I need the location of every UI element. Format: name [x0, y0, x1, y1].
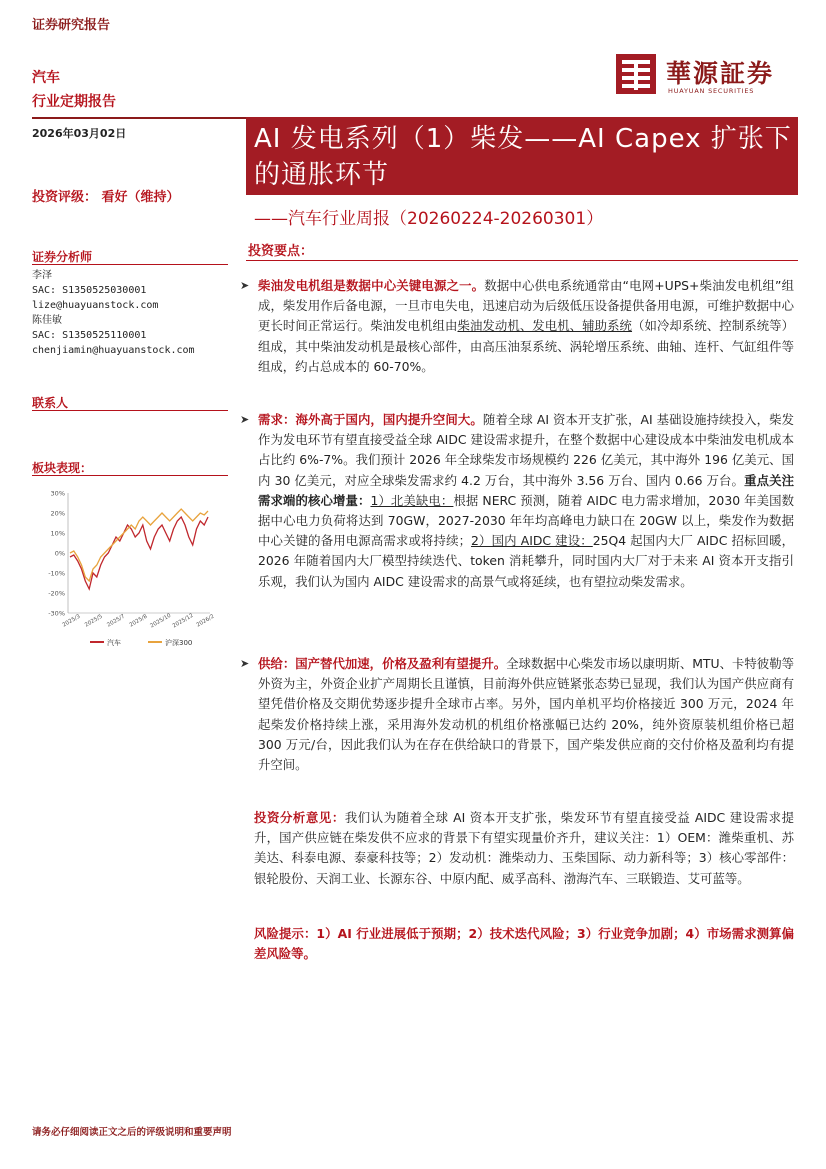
logo-subtitle: HUAYUAN SECURITIES [668, 87, 755, 95]
logo-name: 華源証券 [666, 59, 775, 88]
investment-rating: 投资评级： 看好（维持） [32, 190, 180, 205]
bullet-supply [240, 654, 795, 775]
key-points-heading: 投资要点： [248, 244, 314, 259]
risk-warning: 风险提示：1）AI 行业进展低于预期；2）技术迭代风险；3）行业竞争加剧；4）市场需求测算偏差风险等。 [254, 926, 794, 962]
y-tick-label: 20% [50, 509, 65, 518]
y-tick-label: 0% [54, 549, 65, 558]
y-tick-label: -30% [48, 609, 65, 618]
bullet-arrow-icon: ➤ [240, 279, 250, 292]
analysts-heading: 证券分析师 [32, 250, 93, 264]
investment-opinion [254, 808, 794, 889]
legend-label: 汽车 [107, 639, 121, 647]
board-heading: 板块表现： [32, 461, 93, 475]
analyst-line: 陈佳敏 [32, 315, 62, 326]
bullet-supply-power [240, 276, 795, 377]
bullet-underline: 1）北美缺电： [370, 492, 454, 508]
x-tick-label: 2025/5 [83, 613, 104, 629]
analyst-line: 李泽 [32, 270, 52, 281]
report-type: 证券研究报告 [32, 18, 111, 33]
report-date: 2026年03月02日 [32, 127, 127, 140]
x-tick-label: 2025/7 [106, 613, 127, 629]
bullet-lead: 供给：国产替代加速，价格及盈利有望提升。 [258, 656, 507, 671]
analysts-rule [32, 264, 228, 265]
bullet-demand [240, 410, 795, 592]
x-tick-label: 2025/12 [171, 612, 195, 630]
y-tick-label: 30% [50, 489, 65, 498]
analyst-list [32, 268, 195, 358]
y-tick-label: -20% [48, 589, 65, 598]
y-tick-label: 10% [50, 529, 65, 538]
report-category: 行业定期报告 [32, 94, 116, 110]
y-tick-label: -10% [48, 569, 65, 578]
industry-name: 汽车 [32, 70, 60, 86]
analyst-line: chenjiamin@huayuanstock.com [32, 345, 195, 356]
page-title: AI 发电系列（1）柴发——AI Capex 扩张下的通胀环节 [254, 124, 792, 190]
contact-rule [32, 410, 228, 411]
bullet-lead: 需求：海外高于国内，国内提升空间大。 [258, 412, 483, 427]
analyst-line: SAC: S1350525110001 [32, 330, 147, 341]
board-rule [32, 475, 228, 476]
page-subtitle: ——汽车行业周报（20260224-20260301） [254, 209, 604, 229]
bullet-bold: 重点关注需求端的核心增量： [258, 472, 794, 508]
bullet-tail: （如冷却系统、控制系统等）组成，其中柴油发动机是最核心部件，由高压油泵系统、涡轮增压系统、曲轴、连杆、气缸组件等组成，约占总成本的 60-70%。 [258, 318, 795, 374]
bullet-text: 数据中心供电系统通常由“电网+UPS+柴油发电机组”组成，柴发用作后备电源，一旦市电失电，迅速启动为后级低压设备提供备用电源，可维护数据中心更长时间正常运行。柴油发电机组由 [258, 278, 794, 334]
analyst-line: lize@huayuanstock.com [32, 300, 159, 311]
contact-heading: 联系人 [32, 396, 69, 410]
bullet-underline: 柴油发动机、发电机、辅助系统 [457, 318, 633, 334]
key-points-header [246, 238, 798, 261]
bullet-text: 根据 NERC 预测，随着 AIDC 电力需求增加，2030 年美国数据中心电力负荷将达到 70GW，2027-2030 年年均高峰电力缺口在 20GW 以上，柴发作为数据中心关键的备用电源高需求或将持续； [258, 492, 794, 549]
title-banner [246, 117, 798, 195]
analyst-line: SAC: S1350525030001 [32, 285, 147, 296]
bullet-underline: 2）国内 AIDC 建设： [471, 533, 593, 549]
legend-label: 沪深300 [165, 639, 193, 647]
x-tick-label: 2025/3 [61, 613, 82, 629]
industry-block [32, 66, 116, 114]
opinion-text: 我们认为随着全球 AI 资本开支扩张，柴发环节有望直接受益 AIDC 建设需求提升，国产供应链在柴发供不应求的背景下有望实现量价齐升，建议关注：1）OEM：潍柴重机、苏美达、科泰电源、泰豪科技等；2）发动机：潍柴动力、玉柴国际、动力新科等；3）核心零部件：银轮股份、天润工业、长源东谷、中原内配、威孚高科、渤海汽车、三联锻造、艾可蓝等。 [254, 810, 795, 886]
opinion-lead: 投资分析意见： [254, 810, 345, 825]
bullet-text: 全球数据中心柴发市场以康明斯、MTU、卡特彼勒等外资为主，外资企业扩产周期长且谨慎，目前海外供应链紧张态势已显现，我们认为国产供应商有望凭借价格及交期优势逐步提升全球市占率。另外，国内单机平均价格接近 300 万元，2024 年起柴发价格持续上涨，采用海外发动机的机组价格涨幅已达约 20%，纯外资原装机组价格已超 300 万元/台，因此我们认为在存在供给缺口的背景下，国产柴发供应商的交付价格及盈利均有提升空间。 [258, 656, 795, 773]
x-tick-label: 2025/8 [128, 613, 149, 629]
footer-disclaimer: 请务必仔细阅读正文之后的评级说明和重要声明 [32, 1127, 232, 1138]
bullet-arrow-icon: ➤ [240, 413, 250, 426]
company-logo [614, 52, 794, 102]
sector-performance-chart [32, 485, 228, 653]
series-line [70, 509, 208, 581]
logo-mark-icon [614, 52, 658, 96]
bullet-lead: 柴油发电机组是数据中心关键电源之一。 [258, 278, 485, 293]
bullet-arrow-icon: ➤ [240, 657, 250, 670]
x-tick-label: 2026/2 [195, 613, 216, 629]
bullet-text: 25Q4 起国内大厂 AIDC 招标回暖，2026 年随着国内大厂模型持续迭代、token 消耗攀升，同时国内大厂对于未来 AI 资本开支指引乐观，我们认为国内 AIDC 建设需求的高景气或将延续，也有望拉动柴发需求。 [258, 533, 795, 589]
bullet-text: 随着全球 AI 资本开支扩张，AI 基础设施持续投入，柴发作为发电环节有望直接受益全球 AIDC 建设需求提升，在整个数据中心建设成本中柴油发电机成本占比约 6%-7%。我们预计 2026 年全球柴发市场规模约 226 亿美元，其中海外 196 亿美元、国内 30 亿美元，对应全球柴发需求约 4.2 万台，其中海外 3.56 万台、国内 0.66 万台。 [258, 412, 795, 488]
x-tick-label: 2025/10 [149, 612, 173, 630]
